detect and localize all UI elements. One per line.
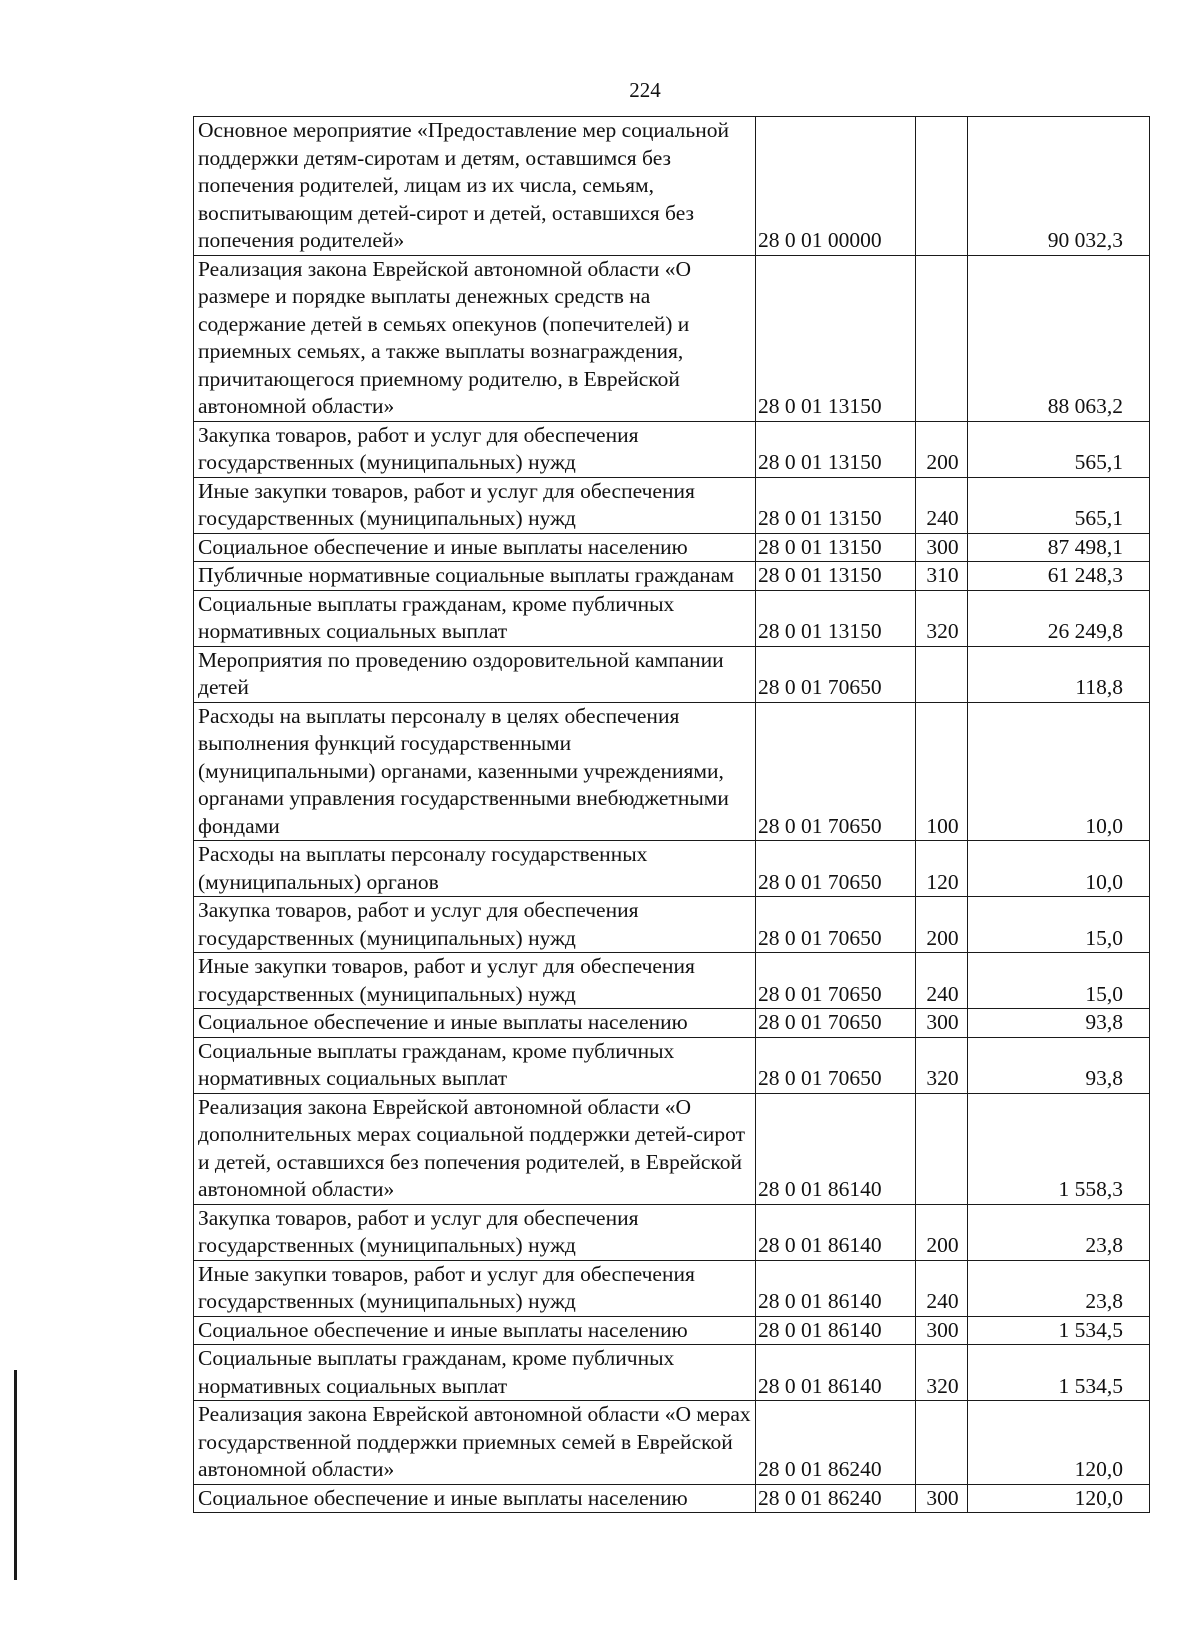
table-row <box>194 255 1150 421</box>
table-row <box>194 1037 1150 1093</box>
table-row <box>194 646 1150 702</box>
row-sum-cell: 120,0 <box>968 1484 1150 1513</box>
row-code-cell: 28 0 01 70650 <box>756 1009 916 1038</box>
row-expense-kind-cell <box>916 117 968 256</box>
row-name-cell: Иные закупки товаров, работ и услуг для обеспечения государственных (муниципальных) нужд <box>194 953 756 1009</box>
table-row <box>194 702 1150 841</box>
row-expense-kind-cell <box>916 646 968 702</box>
row-name-cell: Реализация закона Еврейской автономной области «О дополнительных мерах социальной поддержки детей-сирот и детей, оставшихся без попечения родителей, в Еврейской автономной области» <box>194 1093 756 1204</box>
row-code-cell: 28 0 01 86140 <box>756 1260 916 1316</box>
row-code-cell: 28 0 01 13150 <box>756 255 916 421</box>
row-code-cell: 28 0 01 70650 <box>756 646 916 702</box>
row-name-cell: Реализация закона Еврейской автономной области «О размере и порядке выплаты денежных средств на содержание детей в семьях опекунов (попечителей) и приемных семьях, а также выплаты вознаграждения, причитающегося приемному родителю, в Еврейской автономной области» <box>194 255 756 421</box>
row-sum-cell: 1 534,5 <box>968 1316 1150 1345</box>
row-sum-cell: 1 558,3 <box>968 1093 1150 1204</box>
row-name-cell: Расходы на выплаты персоналу в целях обеспечения выполнения функций государственными (муниципальными) органами, казенными учреждениями, органами управления государственными внебюджетными фондами <box>194 702 756 841</box>
table-row <box>194 477 1150 533</box>
table-row <box>194 421 1150 477</box>
table-row <box>194 533 1150 562</box>
row-code-cell: 28 0 01 70650 <box>756 841 916 897</box>
row-expense-kind-cell: 200 <box>916 421 968 477</box>
table-row <box>194 1009 1150 1038</box>
table-body <box>194 117 1150 1513</box>
table-row <box>194 897 1150 953</box>
row-expense-kind-cell: 320 <box>916 590 968 646</box>
row-expense-kind-cell <box>916 255 968 421</box>
row-expense-kind-cell: 310 <box>916 562 968 591</box>
row-expense-kind-cell: 320 <box>916 1345 968 1401</box>
row-name-cell: Социальные выплаты гражданам, кроме публичных нормативных социальных выплат <box>194 590 756 646</box>
row-expense-kind-cell: 200 <box>916 1204 968 1260</box>
row-sum-cell: 10,0 <box>968 702 1150 841</box>
row-name-cell: Закупка товаров, работ и услуг для обеспечения государственных (муниципальных) нужд <box>194 421 756 477</box>
row-sum-cell: 61 248,3 <box>968 562 1150 591</box>
row-expense-kind-cell: 240 <box>916 953 968 1009</box>
page-number: 224 <box>629 78 661 102</box>
table-row <box>194 590 1150 646</box>
table-row <box>194 1401 1150 1485</box>
row-name-cell: Социальное обеспечение и иные выплаты населению <box>194 1316 756 1345</box>
table-row <box>194 1316 1150 1345</box>
table-row <box>194 1204 1150 1260</box>
row-name-cell: Социальные выплаты гражданам, кроме публичных нормативных социальных выплат <box>194 1037 756 1093</box>
row-code-cell: 28 0 01 13150 <box>756 421 916 477</box>
row-expense-kind-cell <box>916 1093 968 1204</box>
table-row <box>194 117 1150 256</box>
row-name-cell: Иные закупки товаров, работ и услуг для обеспечения государственных (муниципальных) нужд <box>194 1260 756 1316</box>
row-expense-kind-cell: 120 <box>916 841 968 897</box>
row-name-cell: Иные закупки товаров, работ и услуг для обеспечения государственных (муниципальных) нужд <box>194 477 756 533</box>
row-name-cell: Основное мероприятие «Предоставление мер социальной поддержки детям-сиротам и детям, оставшимся без попечения родителей, лицам из их числа, семьям, воспитывающим детей-сирот и детей, оставшихся без попечения родителей» <box>194 117 756 256</box>
budget-expenditure-table <box>193 116 1150 1513</box>
row-code-cell: 28 0 01 13150 <box>756 533 916 562</box>
row-code-cell: 28 0 01 86140 <box>756 1345 916 1401</box>
row-sum-cell: 10,0 <box>968 841 1150 897</box>
row-sum-cell: 15,0 <box>968 897 1150 953</box>
row-name-cell: Расходы на выплаты персоналу государственных (муниципальных) органов <box>194 841 756 897</box>
row-code-cell: 28 0 01 00000 <box>756 117 916 256</box>
scan-edge-mark <box>14 1370 17 1580</box>
row-expense-kind-cell: 240 <box>916 1260 968 1316</box>
row-expense-kind-cell: 300 <box>916 533 968 562</box>
row-code-cell: 28 0 01 86240 <box>756 1484 916 1513</box>
row-sum-cell: 1 534,5 <box>968 1345 1150 1401</box>
row-sum-cell: 23,8 <box>968 1204 1150 1260</box>
row-name-cell: Социальное обеспечение и иные выплаты населению <box>194 1009 756 1038</box>
row-name-cell: Закупка товаров, работ и услуг для обеспечения государственных (муниципальных) нужд <box>194 897 756 953</box>
row-code-cell: 28 0 01 86240 <box>756 1401 916 1485</box>
row-sum-cell: 565,1 <box>968 421 1150 477</box>
row-sum-cell: 90 032,3 <box>968 117 1150 256</box>
row-expense-kind-cell <box>916 1401 968 1485</box>
row-name-cell: Социальное обеспечение и иные выплаты населению <box>194 533 756 562</box>
row-code-cell: 28 0 01 86140 <box>756 1093 916 1204</box>
row-expense-kind-cell: 300 <box>916 1009 968 1038</box>
row-sum-cell: 120,0 <box>968 1401 1150 1485</box>
row-sum-cell: 565,1 <box>968 477 1150 533</box>
row-expense-kind-cell: 240 <box>916 477 968 533</box>
row-sum-cell: 93,8 <box>968 1009 1150 1038</box>
row-name-cell: Публичные нормативные социальные выплаты гражданам <box>194 562 756 591</box>
table-row <box>194 841 1150 897</box>
row-sum-cell: 15,0 <box>968 953 1150 1009</box>
row-code-cell: 28 0 01 13150 <box>756 590 916 646</box>
row-name-cell: Социальное обеспечение и иные выплаты населению <box>194 1484 756 1513</box>
row-code-cell: 28 0 01 70650 <box>756 1037 916 1093</box>
row-sum-cell: 118,8 <box>968 646 1150 702</box>
table-row <box>194 1484 1150 1513</box>
row-code-cell: 28 0 01 70650 <box>756 897 916 953</box>
row-expense-kind-cell: 100 <box>916 702 968 841</box>
table-row <box>194 1260 1150 1316</box>
row-expense-kind-cell: 320 <box>916 1037 968 1093</box>
table-row <box>194 1093 1150 1204</box>
row-expense-kind-cell: 200 <box>916 897 968 953</box>
row-code-cell: 28 0 01 70650 <box>756 953 916 1009</box>
row-code-cell: 28 0 01 70650 <box>756 702 916 841</box>
table-row <box>194 562 1150 591</box>
row-code-cell: 28 0 01 13150 <box>756 477 916 533</box>
row-expense-kind-cell: 300 <box>916 1316 968 1345</box>
row-name-cell: Реализация закона Еврейской автономной области «О мерах государственной поддержки приемных семей в Еврейской автономной области» <box>194 1401 756 1485</box>
row-sum-cell: 93,8 <box>968 1037 1150 1093</box>
row-code-cell: 28 0 01 86140 <box>756 1316 916 1345</box>
row-name-cell: Социальные выплаты гражданам, кроме публичных нормативных социальных выплат <box>194 1345 756 1401</box>
table-row <box>194 953 1150 1009</box>
row-code-cell: 28 0 01 86140 <box>756 1204 916 1260</box>
row-sum-cell: 88 063,2 <box>968 255 1150 421</box>
row-expense-kind-cell: 300 <box>916 1484 968 1513</box>
row-name-cell: Закупка товаров, работ и услуг для обеспечения государственных (муниципальных) нужд <box>194 1204 756 1260</box>
row-code-cell: 28 0 01 13150 <box>756 562 916 591</box>
row-name-cell: Мероприятия по проведению оздоровительной кампании детей <box>194 646 756 702</box>
row-sum-cell: 87 498,1 <box>968 533 1150 562</box>
row-sum-cell: 23,8 <box>968 1260 1150 1316</box>
table-row <box>194 1345 1150 1401</box>
row-sum-cell: 26 249,8 <box>968 590 1150 646</box>
